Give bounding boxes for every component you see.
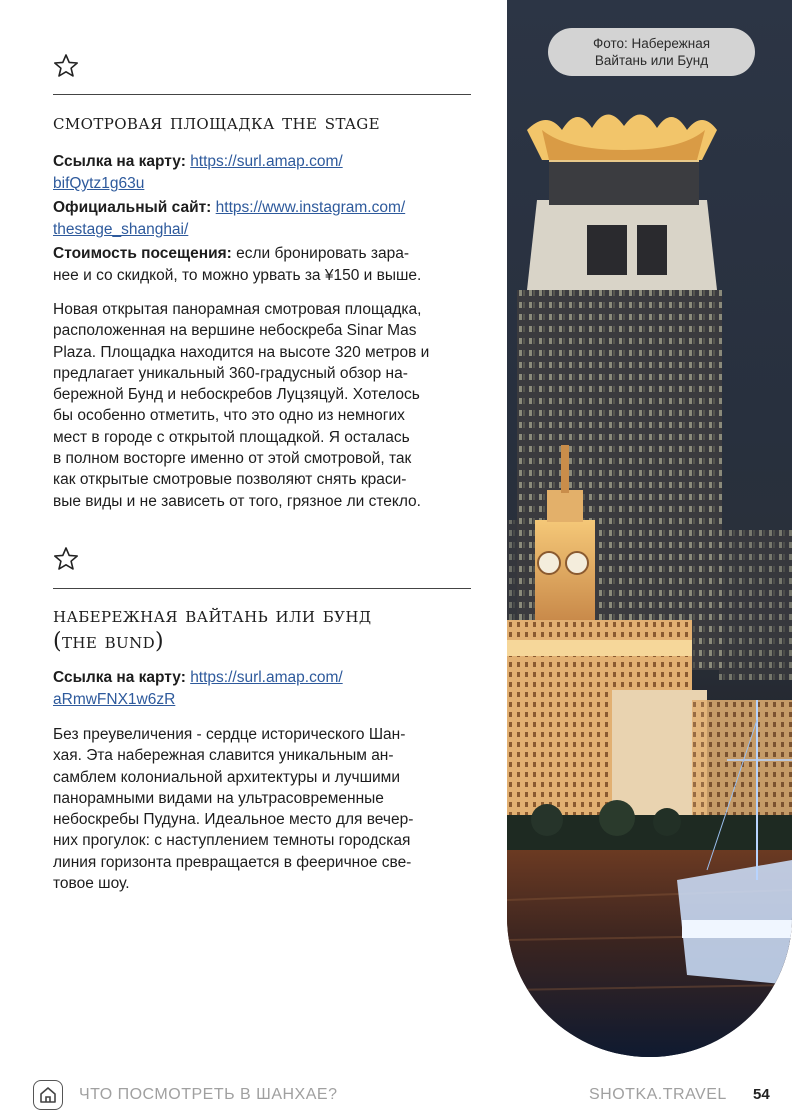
photo-caption-pill: [548, 28, 755, 76]
city-skyline-illustration: [507, 0, 792, 1057]
info-block-the-bund: [53, 667, 471, 711]
favorite-star-icon[interactable]: [53, 546, 79, 572]
section-divider: [53, 94, 471, 95]
description-the-bund: Без преувеличения - сердце исторического Шан- хая. Эта набережная славится уникальным ан- самблем колониальной архитектуры и лучшими панорамными видами на ультрасовременные небоскребы Пудуна. Идеальное место для вечер- них прогулок: с наступлением темноты городская линия горизонта превращается в фееричное све- товое шоу.: [53, 726, 414, 893]
home-icon: [39, 1086, 57, 1104]
favorite-star-icon[interactable]: [53, 53, 79, 79]
footer-site-name[interactable]: SHOTKA.TRAVEL: [589, 1086, 727, 1103]
map-label: Ссылка на карту:: [53, 669, 186, 686]
section-title-the-stage: смотровая площадка the stage: [53, 110, 381, 135]
map-link[interactable]: https://surl.amap.com/ bifQytz1g63u: [53, 153, 343, 192]
info-block-the-stage: [53, 151, 471, 287]
site-label: Официальный сайт:: [53, 199, 212, 216]
page-number: 54: [753, 1086, 770, 1103]
description-the-stage: Новая открытая панорамная смотровая площадка, расположенная на вершине небоскреба Sinar Mas Plaza. Площадка находится на высоте 320 метров и предлагает уникальный 360-градусный обзор на- бережной Бунд и небоскребов Луцзяцуй. Хотелось бы особенно отметить, что это одно из немногих мест в городе с открытой площадкой. Я осталась в полном восторге именно от этой смотровой, так как открытые смотровые позволяют снять краси- вые виды и не зависеть от того, грязное ли стекло.: [53, 301, 430, 510]
section-divider: [53, 588, 471, 589]
section-title-the-bund: набережная вайтань или бунд (the bund): [53, 603, 372, 654]
cost-text: Стоимость посещения: если бронировать зара- нее и со скидкой, то можно урвать за ¥150 и выше.: [53, 245, 422, 284]
cost-label: Стоимость посещения:: [53, 245, 232, 262]
map-label: Ссылка на карту:: [53, 153, 186, 170]
map-link[interactable]: https://surl.amap.com/ aRmwFNX1w6zR: [53, 669, 343, 708]
photo-caption: Фото: Набережная Вайтань или Бунд: [592, 36, 711, 68]
bund-night-photo: [507, 0, 792, 1057]
official-site-link[interactable]: https://www.instagram.com/ thestage_shanghai/: [53, 199, 406, 238]
footer-guide-title: ЧТО ПОСМОТРЕТЬ В ШАНХАЕ?: [79, 1086, 338, 1103]
home-button[interactable]: [33, 1080, 63, 1110]
